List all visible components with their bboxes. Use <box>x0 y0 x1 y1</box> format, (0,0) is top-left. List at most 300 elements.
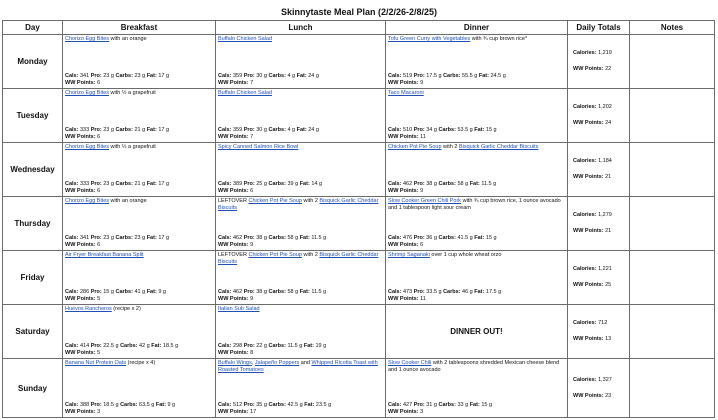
lunch-macros <box>218 73 319 80</box>
fat-label: Fat: <box>474 289 485 295</box>
carbs-label: Carbs: <box>268 402 286 408</box>
carbs-label: Carbs: <box>268 73 286 79</box>
cals-value: 476 <box>402 235 413 241</box>
dinner-nutrition <box>388 235 497 249</box>
pro-label: Pro: <box>413 289 425 295</box>
calories-label: Calories: <box>573 158 597 164</box>
cals-label: Cals: <box>65 127 79 133</box>
cals-label: Cals: <box>218 181 232 187</box>
cals-label: Cals: <box>388 181 402 187</box>
dinner-macros <box>388 73 506 80</box>
breakfast-cell <box>63 359 216 418</box>
dinner-note: with ¾ cup brown rice, 1 ounce avocado and 1 tablespoon light sour cream <box>388 198 561 211</box>
notes-cell[interactable] <box>630 197 715 251</box>
ww-label: WW Points: <box>218 134 249 140</box>
ww-total-value: 25 <box>605 282 612 288</box>
fat-value: 17 g <box>158 73 170 79</box>
carbs-label: Carbs: <box>120 343 138 349</box>
cals-label: Cals: <box>65 289 79 295</box>
ww-label: WW Points: <box>218 409 249 415</box>
fat-value: 17 g <box>158 181 170 187</box>
pro-label: Pro: <box>90 402 102 408</box>
carbs-value: 55.5 g <box>462 73 478 79</box>
dinner-macros <box>388 181 496 188</box>
ww-label: WW Points: <box>388 242 419 248</box>
pro-value: 33.5 g <box>426 289 442 295</box>
lunch-nutrition <box>218 73 319 87</box>
ww-label: WW Points: <box>218 242 249 248</box>
fat-label: Fat: <box>299 235 310 241</box>
fat-value: 17.5 g <box>485 289 502 295</box>
breakfast-macros <box>65 235 169 242</box>
notes-cell[interactable] <box>630 359 715 418</box>
dinner-nutrition <box>388 73 506 87</box>
pro-label: Pro: <box>243 402 255 408</box>
carbs-value: 58 g <box>287 235 299 241</box>
carbs-value: 42.5 g <box>287 402 303 408</box>
cals-value: 462 <box>232 289 243 295</box>
daily-totals-cell <box>568 359 630 418</box>
carbs-value: 33 g <box>457 402 469 408</box>
lunch-recipe-link[interactable]: Chicken Pot Pie Soup <box>248 198 302 204</box>
lunch-nutrition <box>218 402 331 416</box>
fat-value: 23.5 g <box>315 402 332 408</box>
cals-value: 414 <box>79 343 90 349</box>
daily-totals-cell <box>568 197 630 251</box>
fat-label: Fat: <box>478 73 489 79</box>
pro-value: 36 g <box>426 235 437 241</box>
ww-label: WW Points: <box>218 350 249 356</box>
lunch-recipe-link[interactable]: Bisquick Garlic Cheddar Biscuits <box>218 198 379 211</box>
lunch-recipe-link[interactable]: Whipped Ricotta Toast with Roasted Tomatoes <box>218 360 378 373</box>
breakfast-description <box>63 197 215 205</box>
carbs-value: 39 g <box>287 181 299 187</box>
lunch-macros <box>218 181 322 188</box>
breakfast-recipe-link[interactable]: Banana Nut Protein Oats <box>65 360 127 366</box>
dinner-description <box>386 89 567 97</box>
pro-value: 23 g <box>103 127 114 133</box>
notes-cell[interactable] <box>630 251 715 305</box>
pro-label: Pro: <box>90 235 102 241</box>
breakfast-recipe-link[interactable]: Chorizo Egg Bites <box>65 198 110 204</box>
ww-label: WW Points: <box>388 188 419 194</box>
breakfast-description <box>63 359 215 367</box>
dinner-ww <box>388 242 497 249</box>
header-notes: Notes <box>630 21 715 35</box>
ww-label: WW Points: <box>218 296 249 302</box>
pro-label: Pro: <box>243 181 255 187</box>
cals-label: Cals: <box>218 343 232 349</box>
lunch-recipe-link[interactable]: Buffalo Wings <box>218 360 252 366</box>
breakfast-nutrition <box>65 289 166 303</box>
breakfast-note: with an orange <box>109 198 147 204</box>
pro-label: Pro: <box>90 127 102 133</box>
lunch-note: with 2 <box>301 252 320 258</box>
lunch-ww <box>218 409 331 416</box>
total-calories <box>568 50 629 57</box>
pro-value: 38 g <box>256 235 267 241</box>
fat-value: 19 g <box>315 343 327 349</box>
cals-value: 473 <box>402 289 413 295</box>
dinner-cell <box>386 359 568 418</box>
fat-label: Fat: <box>146 235 157 241</box>
carbs-label: Carbs: <box>268 235 286 241</box>
day-row <box>3 359 715 418</box>
pro-label: Pro: <box>90 73 102 79</box>
fat-label: Fat: <box>151 343 162 349</box>
day-label: Monday <box>3 35 63 89</box>
dinner-ww <box>388 296 501 303</box>
dinner-recipe-link[interactable]: Shrimp Saganaki <box>388 252 430 258</box>
total-ww-points <box>568 336 629 343</box>
pro-label: Pro: <box>243 343 255 349</box>
breakfast-nutrition <box>65 343 178 357</box>
ww-total-value: 22 <box>605 66 612 72</box>
lunch-ww <box>218 242 326 249</box>
breakfast-macros <box>65 289 166 296</box>
breakfast-note: with an orange <box>109 36 147 42</box>
header-day: Day <box>3 21 63 35</box>
calories-label: Calories: <box>573 376 597 383</box>
ww-value: 8 <box>250 350 254 356</box>
dinner-note: with ¾ cup brown rice* <box>470 36 528 42</box>
carbs-label: Carbs: <box>438 235 456 241</box>
fat-value: 15 g <box>485 235 497 241</box>
lunch-description <box>216 359 385 374</box>
breakfast-nutrition <box>65 73 169 87</box>
breakfast-note: with ½ a grapefruit <box>109 144 156 150</box>
dinner-recipe-link[interactable]: Tofu Green Curry with Vegetables <box>388 36 471 42</box>
meal-plan-table <box>2 20 715 418</box>
fat-label: Fat: <box>296 127 307 133</box>
fat-label: Fat: <box>299 181 310 187</box>
carbs-label: Carbs: <box>115 73 133 79</box>
calories-value: 1,219 <box>598 50 612 56</box>
total-ww-points <box>568 66 629 73</box>
carbs-label: Carbs: <box>443 73 461 79</box>
breakfast-nutrition <box>65 127 169 141</box>
pro-label: Pro: <box>243 235 255 241</box>
ww-value: 6 <box>420 242 424 248</box>
fat-label: Fat: <box>303 343 314 349</box>
carbs-value: 53.5 g <box>457 127 473 133</box>
dinner-description <box>386 197 567 212</box>
cals-value: 389 <box>232 181 243 187</box>
pro-label: Pro: <box>90 343 102 349</box>
dinner-ww <box>388 134 497 141</box>
daily-totals-cell <box>568 143 630 197</box>
ww-value: 9 <box>250 242 254 248</box>
ww-value: 9 <box>420 188 424 194</box>
cals-value: 462 <box>402 181 413 187</box>
fat-label: Fat: <box>304 402 315 408</box>
lunch-description <box>216 143 385 151</box>
ww-label: WW Points: <box>573 228 604 234</box>
breakfast-recipe-link[interactable]: Chorizo Egg Bites <box>65 36 110 42</box>
dinner-recipe-link[interactable]: Chicken Pot Pie Soup <box>388 144 442 150</box>
total-calories <box>568 158 629 165</box>
fat-value: 18.5 g <box>162 343 179 349</box>
lunch-recipe-link[interactable]: Jalapeño Poppers <box>254 360 300 366</box>
pro-label: Pro: <box>243 127 255 133</box>
lunch-cell <box>216 89 386 143</box>
fat-value: 11.5 g <box>311 289 327 295</box>
ww-label: WW Points: <box>573 174 604 180</box>
carbs-label: Carbs: <box>443 289 461 295</box>
ww-label: WW Points: <box>388 296 419 302</box>
breakfast-recipe-link[interactable]: Chorizo Egg Bites <box>65 90 110 96</box>
fat-label: Fat: <box>474 127 485 133</box>
lunch-cell <box>216 251 386 305</box>
ww-label: WW Points: <box>573 66 604 72</box>
daily-totals-cell <box>568 305 630 359</box>
fat-label: Fat: <box>474 235 485 241</box>
carbs-value: 63.5 g <box>139 402 155 408</box>
carbs-value: 58 g <box>457 181 469 187</box>
header-lunch: Lunch <box>216 21 386 35</box>
lunch-cell <box>216 359 386 418</box>
dinner-ww <box>388 409 492 416</box>
fat-label: Fat: <box>146 181 157 187</box>
pro-value: 23 g <box>103 73 114 79</box>
carbs-label: Carbs: <box>438 127 456 133</box>
lunch-cell <box>216 197 386 251</box>
carbs-value: 4 g <box>287 127 296 133</box>
dinner-recipe-link[interactable]: Slow Cooker Green Chili Pork <box>388 198 462 204</box>
lunch-nutrition <box>218 343 326 357</box>
total-ww-points <box>568 282 629 289</box>
fat-value: 11.5 g <box>311 235 327 241</box>
total-calories <box>568 377 629 384</box>
cals-value: 510 <box>402 127 413 133</box>
pro-label: Pro: <box>243 73 255 79</box>
cals-value: 333 <box>79 181 90 187</box>
total-calories <box>568 266 629 273</box>
ww-value: 6 <box>97 80 101 86</box>
calories-value: 1,279 <box>598 212 612 218</box>
breakfast-ww <box>65 242 169 249</box>
dinner-nutrition <box>388 402 492 416</box>
total-calories <box>568 104 629 111</box>
lunch-description <box>216 197 385 212</box>
total-calories <box>568 212 629 219</box>
lunch-ww <box>218 296 326 303</box>
breakfast-note: with ½ a grapefruit <box>109 90 156 96</box>
carbs-label: Carbs: <box>115 181 133 187</box>
total-ww-points <box>568 174 629 181</box>
dinner-nutrition <box>388 181 496 195</box>
ww-label: WW Points: <box>218 80 249 86</box>
breakfast-macros <box>65 343 178 350</box>
fat-value: 17 g <box>158 127 170 133</box>
pro-value: 30 g <box>256 127 267 133</box>
lunch-note: and <box>299 360 312 366</box>
breakfast-note: (recipe x 4) <box>126 360 156 366</box>
carbs-label: Carbs: <box>438 181 456 187</box>
dinner-out: DINNER OUT! <box>386 305 568 359</box>
carbs-label: Carbs: <box>268 343 286 349</box>
notes-cell[interactable] <box>630 305 715 359</box>
lunch-recipe-link[interactable]: Chicken Pot Pie Soup <box>248 252 302 258</box>
pro-value: 31 g <box>426 402 437 408</box>
calories-value: 1,184 <box>598 158 612 164</box>
lunch-description <box>216 305 385 313</box>
pro-value: 38 g <box>256 289 267 295</box>
lunch-nutrition <box>218 289 326 303</box>
carbs-value: 58 g <box>287 289 299 295</box>
dinner-note: with 2 <box>441 144 459 150</box>
carbs-label: Carbs: <box>268 181 286 187</box>
header-daily-totals: Daily Totals <box>568 21 630 35</box>
ww-label: WW Points: <box>65 80 96 86</box>
ww-label: WW Points: <box>218 188 249 194</box>
ww-label: WW Points: <box>65 350 96 356</box>
breakfast-nutrition <box>65 402 175 416</box>
breakfast-ww <box>65 409 175 416</box>
cals-label: Cals: <box>218 235 232 241</box>
dinner-description <box>386 359 567 374</box>
lunch-recipe-link[interactable]: Spicy Canned Salmon Rice Bowl <box>218 144 299 150</box>
cals-label: Cals: <box>65 402 79 408</box>
lunch-nutrition <box>218 235 326 249</box>
day-label: Wednesday <box>3 143 63 197</box>
ww-value: 7 <box>250 134 254 140</box>
dinner-cell <box>386 89 568 143</box>
total-calories <box>568 320 629 327</box>
ww-total-value: 21 <box>605 228 612 234</box>
ww-value: 5 <box>97 350 101 356</box>
carbs-label: Carbs: <box>268 127 286 133</box>
notes-cell[interactable] <box>630 143 715 197</box>
carbs-value: 23 g <box>134 73 146 79</box>
carbs-value: 41.5 g <box>457 235 473 241</box>
lunch-prefix: LEFTOVER <box>218 252 249 258</box>
breakfast-macros <box>65 402 175 409</box>
total-ww-points <box>568 120 629 127</box>
calories-value: 1,202 <box>598 104 612 110</box>
pro-label: Pro: <box>243 289 255 295</box>
carbs-value: 21 g <box>134 181 146 187</box>
lunch-macros <box>218 402 331 409</box>
lunch-description <box>216 35 385 43</box>
dinner-ww <box>388 80 506 87</box>
breakfast-nutrition <box>65 235 169 249</box>
cals-value: 341 <box>79 73 90 79</box>
ww-label: WW Points: <box>573 120 604 126</box>
cals-label: Cals: <box>388 127 402 133</box>
cals-label: Cals: <box>218 73 232 79</box>
cals-label: Cals: <box>218 289 232 295</box>
lunch-macros <box>218 343 326 350</box>
day-row <box>3 197 715 251</box>
notes-cell[interactable] <box>630 89 715 143</box>
ww-value: 6 <box>97 242 101 248</box>
cals-value: 359 <box>232 73 243 79</box>
cals-value: 333 <box>79 127 90 133</box>
dinner-cell <box>386 143 568 197</box>
fat-label: Fat: <box>469 181 480 187</box>
pro-value: 22 g <box>256 343 267 349</box>
dinner-cell <box>386 197 568 251</box>
pro-label: Pro: <box>413 181 425 187</box>
day-label: Friday <box>3 251 63 305</box>
pro-label: Pro: <box>413 73 425 79</box>
calories-value: 712 <box>598 320 608 326</box>
pro-label: Pro: <box>413 402 425 408</box>
fat-value: 9 g <box>158 289 166 295</box>
lunch-recipe-link[interactable]: Bisquick Garlic Cheddar Biscuits <box>218 252 379 265</box>
cals-label: Cals: <box>65 181 79 187</box>
calories-label: Calories: <box>573 50 597 56</box>
breakfast-recipe-link[interactable]: Air Fryer Breakfast Banana Split <box>65 252 144 258</box>
dinner-nutrition <box>388 289 501 303</box>
breakfast-recipe-link[interactable]: Chorizo Egg Bites <box>65 144 110 150</box>
carbs-value: 42 g <box>139 343 150 349</box>
lunch-recipe-link[interactable]: Buffalo Chicken Salad <box>218 90 273 96</box>
breakfast-cell <box>63 143 216 197</box>
cals-value: 519 <box>402 73 413 79</box>
lunch-recipe-link[interactable]: Italian Sub Salad <box>218 306 260 312</box>
lunch-recipe-link[interactable]: Buffalo Chicken Salad <box>218 36 273 42</box>
breakfast-description <box>63 89 215 97</box>
fat-label: Fat: <box>469 402 480 408</box>
pro-value: 34 g <box>426 127 437 133</box>
cals-label: Cals: <box>65 73 79 79</box>
dinner-recipe-link[interactable]: Slow Cooker Chili <box>388 360 432 366</box>
lunch-cell <box>216 305 386 359</box>
ww-label: WW Points: <box>573 392 604 399</box>
lunch-macros <box>218 289 326 296</box>
cals-value: 427 <box>402 402 413 408</box>
calories-value: 1,327 <box>598 376 612 383</box>
pro-label: Pro: <box>90 181 102 187</box>
pro-label: Pro: <box>413 127 425 133</box>
dinner-description <box>386 251 567 259</box>
lunch-ww <box>218 134 319 141</box>
cals-value: 341 <box>79 235 90 241</box>
cals-label: Cals: <box>388 402 402 408</box>
breakfast-ww <box>65 134 169 141</box>
lunch-ww <box>218 80 319 87</box>
breakfast-note: (recipe x 2) <box>111 306 141 312</box>
cals-label: Cals: <box>65 235 79 241</box>
lunch-nutrition <box>218 181 322 195</box>
dinner-recipe-link[interactable]: Bisquick Garlic Cheddar Biscuits <box>458 144 539 150</box>
cals-label: Cals: <box>388 73 402 79</box>
pro-value: 22.5 g <box>103 343 119 349</box>
breakfast-recipe-link[interactable]: Huevos Rancheros <box>65 306 112 312</box>
fat-value: 24 g <box>308 73 319 79</box>
cals-label: Cals: <box>388 289 402 295</box>
breakfast-ww <box>65 350 178 357</box>
cals-value: 359 <box>232 127 243 133</box>
ww-label: WW Points: <box>65 188 96 194</box>
notes-cell[interactable] <box>630 35 715 89</box>
cals-value: 462 <box>232 235 243 241</box>
day-row <box>3 251 715 305</box>
dinner-recipe-link[interactable]: Taco Macaroni <box>388 90 424 96</box>
pro-value: 23 g <box>103 181 114 187</box>
carbs-label: Carbs: <box>438 402 456 408</box>
breakfast-ww <box>65 188 169 195</box>
cals-label: Cals: <box>388 235 402 241</box>
dinner-note: with 2 tablespoons shredded Mexican cheese blend and 1 ounce avocado <box>388 360 560 373</box>
fat-label: Fat: <box>146 73 157 79</box>
lunch-cell <box>216 143 386 197</box>
lunch-note: , <box>251 360 255 366</box>
lunch-cell <box>216 35 386 89</box>
ww-value: 9 <box>420 80 424 86</box>
